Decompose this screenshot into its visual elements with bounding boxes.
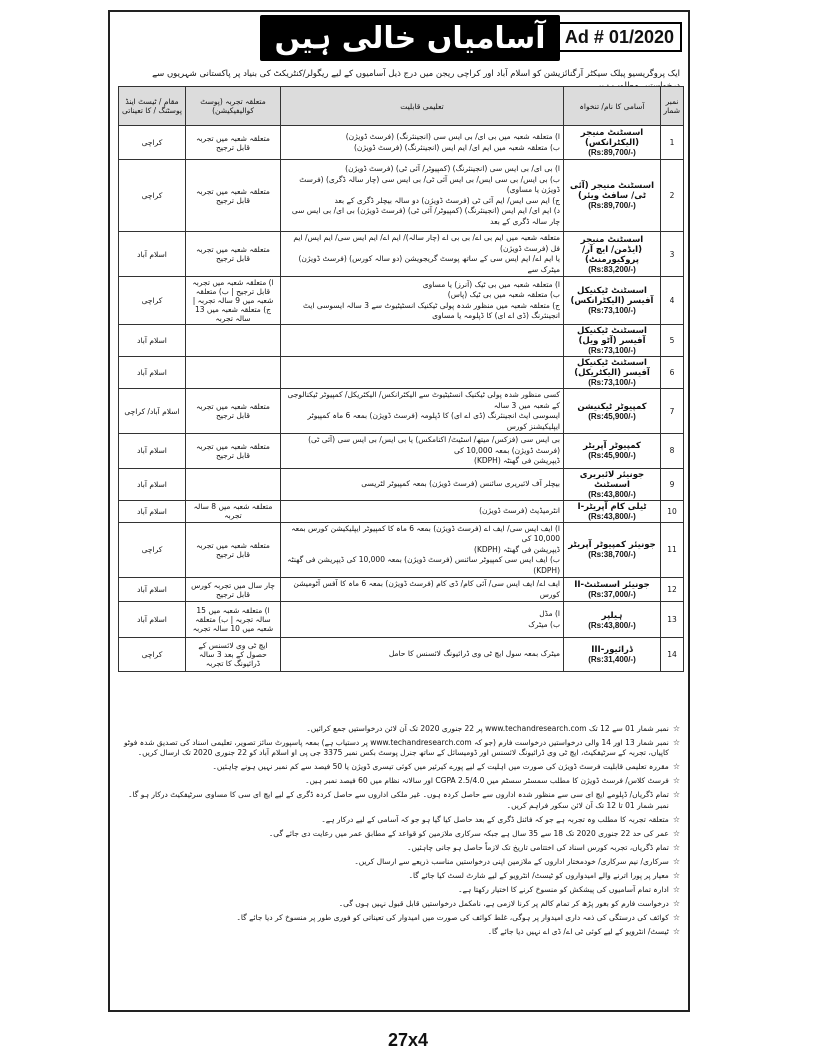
- note-text: سرکاری/ نیم سرکاری/ خودمختار اداروں کے ملازمین اپنی درخواستیں مناسب ذریعے سے ارسال کریں۔: [354, 856, 669, 866]
- place-text: اسلام آباد: [137, 506, 167, 516]
- table-row: [119, 277, 684, 325]
- note-text: معیار پر پورا اترنے والے امیدواروں کو ٹیسٹ/ انٹرویو کے لیے شارٹ لسٹ کیا جائے گا۔: [408, 870, 669, 880]
- star-icon: ☆: [672, 926, 680, 936]
- job-title-cell: [564, 325, 661, 357]
- row-number-text: 5: [669, 336, 675, 345]
- qualification-line: ڈیپریشن فی گھنٹہ (KDPH): [474, 456, 560, 465]
- place-cell: [119, 357, 186, 389]
- job-pay: (Rs:43,800/-): [588, 489, 636, 499]
- qualification-line: ب) بی ایس/ بی سی ایس/ بی ایس آئی ٹی/ بی ایس سی (چار سالہ ڈگری) (فرسٹ ڈویژن یا مساوی): [299, 174, 560, 194]
- table-row: [119, 126, 684, 160]
- note-text: نمبر شمار 13 اور 14 والی درخواستیں درخواست فارم (جو کہ www.techandresearch.com پر دستیاب ہے) بمعہ پاسپورٹ سائز تصویر، تعلیمی اسناد کی تصدیق شدہ فوٹو کاپیاں، تجربہ کے سرٹیفکیٹ، ایچ ٹی وی ڈرائیونگ لائسنس اور ڈومیسائل کے ساتھ جنرل پوسٹ بکس نمبر 3375 جی پی او اسلام آباد کو 22 جنوری 2020 تک ارسال کریں۔: [123, 738, 669, 758]
- job-title: کمپیوٹر آپریٹر: [583, 441, 641, 452]
- place-text: کراچی: [141, 138, 163, 147]
- col-qualification: تعلیمی قابلیت: [281, 87, 564, 126]
- note-item: [118, 762, 680, 772]
- qualification-line: د) ایم ای/ ایم ایس (انجینئرنگ) (کمپیوٹر/ آئی ٹی) (فرسٹ ڈویژن) بی ای/ بی ایس سی چار سالہ ڈگری کے بعد: [291, 206, 560, 226]
- job-title: ڈرائیور-III: [591, 645, 633, 655]
- table-row: [119, 434, 684, 469]
- star-icon: ☆: [672, 762, 680, 772]
- note-item: [118, 776, 680, 786]
- job-pay: (Rs:73,100/-): [588, 346, 636, 355]
- table-row: [119, 389, 684, 434]
- row-number-text: 14: [667, 650, 677, 659]
- qualification-line: ب) متعلقہ شعبہ میں بی ٹیک (پاس): [447, 290, 560, 299]
- job-pay: (Rs:89,700/-): [588, 201, 636, 210]
- table-body: [119, 126, 684, 672]
- star-icon: ☆: [672, 856, 680, 866]
- qualification-line: ا) متعلقہ شعبہ میں بی ای/ بی ایس سی (انجینئرنگ) (فرسٹ ڈویژن): [345, 132, 560, 141]
- qualification-line: ا) بی ای/ بی ایس سی (انجینئرنگ) (کمپیوٹر/ آئی ٹی) (فرسٹ ڈویژن): [345, 164, 560, 173]
- qualification-cell: [281, 277, 564, 325]
- note-text: ٹیسٹ/ انٹرویو کے لیے کوئی ٹی اے/ ڈی اے نہیں دیا جائے گا۔: [487, 926, 669, 936]
- job-pay: (Rs:43,800/-): [588, 511, 636, 521]
- table-row: [119, 160, 684, 232]
- row-number-text: 13: [667, 615, 677, 624]
- qualification-line: ایف اے/ ایف ایس سی/ آئی کام/ ڈی کام (فرسٹ ڈویژن) بمعہ 6 ماہ کا آفس آٹومیشن کورس: [293, 579, 560, 599]
- star-icon: ☆: [672, 898, 680, 908]
- notes-list: [118, 724, 680, 941]
- star-icon: ☆: [672, 870, 680, 880]
- place-cell: [119, 434, 186, 469]
- job-pay: (Rs:45,900/-): [588, 451, 636, 461]
- qualification-cell: [281, 578, 564, 602]
- experience-cell: [186, 602, 281, 638]
- job-title: اسسٹنٹ ٹیکنیکل آفیسر (الیکٹرانکس): [570, 286, 654, 306]
- experience-cell: [186, 434, 281, 469]
- qualification-line: میٹرک بمعہ سول ایچ ٹی وی ڈرائیونگ لائسنس کا حامل: [388, 649, 560, 659]
- job-title-cell: [564, 468, 661, 500]
- row-number: [661, 434, 684, 469]
- row-number-text: 6: [669, 368, 675, 377]
- qualification-cell: [281, 522, 564, 578]
- job-title-cell: [564, 602, 661, 638]
- star-icon: ☆: [672, 738, 680, 747]
- qualification-cell: [281, 638, 564, 672]
- place-text: کراچی: [141, 296, 163, 305]
- row-number: [661, 389, 684, 434]
- qualification-line: ا) ایف ایس سی/ ایف اے (فرسٹ ڈویژن) بمعہ 6 ماہ کا کمپیوٹر ایپلیکیشن کورس بمعہ 10,000 کی: [291, 523, 560, 543]
- place-cell: [119, 232, 186, 277]
- col-place: مقام / ٹیسٹ اینڈ پوسٹنگ / کا تعیناتی: [119, 87, 186, 126]
- job-title-cell: [564, 389, 661, 434]
- qualification-line: ب) میٹرک: [528, 619, 560, 629]
- vacancies-table: [118, 86, 684, 672]
- place-cell: [119, 160, 186, 232]
- place-cell: [119, 638, 186, 672]
- qualification-line: ڈیپریشن فی گھنٹہ (KDPH): [474, 544, 560, 554]
- job-title: اسسٹنٹ منیجر (الیکٹرانکس): [580, 128, 644, 148]
- experience-text: متعلقہ شعبہ میں تجربہ قابل ترجیح: [196, 402, 270, 420]
- row-number: [661, 500, 684, 522]
- place-text: اسلام آباد: [137, 368, 167, 377]
- row-number-text: 4: [669, 296, 675, 305]
- experience-cell: [186, 325, 281, 357]
- row-number-text: 1: [669, 138, 675, 147]
- table-row: [119, 522, 684, 578]
- footer-code: 27x4: [387, 1030, 429, 1050]
- experience-cell: [186, 126, 281, 160]
- experience-cell: [186, 522, 281, 578]
- job-pay: (Rs:43,800/-): [588, 620, 636, 630]
- qualification-cell: [281, 160, 564, 232]
- experience-cell: [186, 500, 281, 522]
- job-title-cell: [564, 434, 661, 469]
- job-title: جونیئر اسسٹنٹ-II: [574, 580, 650, 590]
- row-number: [661, 468, 684, 500]
- note-item: [118, 871, 680, 881]
- qualification-line: متعلقہ شعبہ میں ایم بی اے/ بی بی اے (چار سالہ)/ ایم اے/ ایم ایس سی/ ایم ایس/ ایم فل (فرسٹ ڈویژن): [293, 233, 560, 253]
- experience-text: ا) متعلقہ شعبہ میں تجربہ قابل ترجیح | ب) متعلقہ شعبہ میں 9 سالہ تجربہ | ج) متعلقہ شعبہ میں 13 سالہ تجربہ: [192, 278, 274, 323]
- place-text: کراچی: [141, 650, 163, 659]
- qualification-line: بی ایس سی (فزکس/ میتھ/ اسٹیٹ/ اکنامکس) یا بی ایس/ بی ایس سی (آئی ٹی) (فرسٹ ڈویژن) بمعہ 10,000 کی: [308, 435, 560, 455]
- qualification-line: کسی منظور شدہ پولی ٹیکنیک انسٹیٹیوٹ سے الیکٹرانکس/ الیکٹریکل/ کمپیوٹر ٹیکنالوجی کے شعبہ میں 3 سالہ: [287, 390, 560, 410]
- note-text: نمبر شمار 01 سے 12 تک www.techandresearch.com پر 22 جنوری 2020 تک آن لائن درخواستیں جمع کرائیں۔: [306, 724, 669, 733]
- star-icon: ☆: [672, 776, 680, 786]
- place-cell: [119, 522, 186, 578]
- job-title: اسسٹنٹ منیجر (آئی ٹی/ سافٹ ویئر): [570, 181, 654, 201]
- place-cell: [119, 389, 186, 434]
- place-text: کراچی: [141, 545, 163, 555]
- job-title-cell: [564, 522, 661, 578]
- note-item: [118, 857, 680, 867]
- place-cell: [119, 468, 186, 500]
- job-title: کمپیوٹر ٹیکنیشن: [577, 401, 647, 412]
- place-text: اسلام آباد: [137, 585, 167, 594]
- experience-cell: [186, 578, 281, 602]
- row-number: [661, 638, 684, 672]
- experience-cell: [186, 277, 281, 325]
- note-text: مقررہ تعلیمی قابلیت فرسٹ ڈویژن کی صورت میں اہلیت کے لیے پورے کیرئیر میں کوئی تیسری ڈویژن یا 50 فیصد سے کم نمبر نہیں ہونے چاہئیں۔: [212, 762, 669, 772]
- star-icon: ☆: [672, 912, 680, 922]
- row-number: [661, 126, 684, 160]
- job-title-cell: [564, 126, 661, 160]
- note-item: [118, 927, 680, 937]
- experience-cell: [186, 389, 281, 434]
- job-pay: (Rs:31,400/-): [588, 655, 636, 664]
- experience-text: متعلقہ شعبہ میں تجربہ قابل ترجیح: [196, 540, 270, 559]
- experience-text: متعلقہ شعبہ میں تجربہ قابل ترجیح: [196, 245, 270, 263]
- note-text: تمام ڈگریاں، تجربہ کورس اسناد کی اختتامی تاریخ تک لازماً حاصل ہو جانی چاہئیں۔: [407, 842, 669, 852]
- place-text: اسلام آباد: [137, 479, 167, 489]
- job-title-cell: [564, 500, 661, 522]
- experience-text: ا) متعلقہ شعبہ میں 15 سالہ تجربہ | ب) متعلقہ شعبہ میں 10 سالہ تجربہ: [192, 606, 274, 633]
- table-row: [119, 602, 684, 638]
- table-header-row: [119, 87, 684, 126]
- col-no: نمبر شمار: [661, 87, 684, 126]
- row-number-text: 3: [669, 249, 675, 259]
- place-text: اسلام آباد: [137, 446, 167, 456]
- star-icon: ☆: [672, 828, 680, 838]
- row-number: [661, 232, 684, 277]
- place-cell: [119, 578, 186, 602]
- job-title: ٹیلی کام آپریٹر-I: [577, 501, 647, 512]
- col-title: آسامی کا نام/ تنخواہ: [564, 87, 661, 126]
- qualification-cell: [281, 357, 564, 389]
- advertisement-box: [108, 10, 690, 1012]
- note-item: [118, 843, 680, 853]
- job-title: اسسٹنٹ ٹیکنیکل آفیسر (آٹو ویل): [577, 326, 647, 346]
- col-experience: متعلقہ تجربہ (پوسٹ کوالیفیکیشن): [186, 87, 281, 126]
- row-number: [661, 325, 684, 357]
- note-item: [118, 885, 680, 895]
- star-icon: ☆: [672, 790, 680, 800]
- place-cell: [119, 325, 186, 357]
- row-number-text: 2: [669, 191, 675, 200]
- place-text: اسلام آباد: [137, 615, 167, 624]
- job-pay: (Rs:37,000/-): [588, 590, 636, 599]
- qualification-line: ا) مڈل: [539, 609, 560, 618]
- qualification-cell: [281, 500, 564, 522]
- table-row: [119, 232, 684, 277]
- qualification-cell: [281, 434, 564, 469]
- qualification-line: ب) متعلقہ شعبہ میں ایم ای/ ایم ایس (انجینئرنگ) (فرسٹ ڈویژن): [354, 142, 560, 152]
- qualification-cell: [281, 602, 564, 638]
- ad-header: [110, 12, 688, 66]
- qualification-line: انٹرمیڈیٹ (فرسٹ ڈویژن): [479, 505, 560, 515]
- experience-text: متعلقہ شعبہ میں تجربہ قابل ترجیح: [196, 133, 270, 152]
- note-item: [118, 815, 680, 825]
- table-row: [119, 638, 684, 672]
- note-item: [118, 738, 680, 759]
- note-item: [118, 790, 680, 811]
- table-row: [119, 325, 684, 357]
- page-title: آسامیاں خالی ہیں: [260, 15, 560, 61]
- row-number-text: 8: [669, 446, 675, 456]
- row-number: [661, 578, 684, 602]
- experience-text: متعلقہ شعبہ میں 8 سالہ تجربہ: [193, 502, 273, 520]
- experience-cell: [186, 468, 281, 500]
- note-item: [118, 829, 680, 839]
- job-title-cell: [564, 357, 661, 389]
- experience-cell: [186, 357, 281, 389]
- place-text: کراچی: [141, 191, 163, 200]
- qualification-line: ا) متعلقہ شعبہ میں بی ٹیک (آنرز) یا مساوی: [422, 279, 560, 289]
- experience-text: متعلقہ شعبہ میں تجربہ قابل ترجیح: [196, 186, 270, 205]
- row-number-text: 9: [669, 479, 675, 489]
- row-number: [661, 357, 684, 389]
- note-item: [118, 899, 680, 909]
- experience-cell: [186, 232, 281, 277]
- experience-text: ایچ ٹی وی لائسنس کے حصول کے بعد 3 سالہ ڈرائیونگ کا تجربہ: [198, 641, 268, 668]
- table-row: [119, 500, 684, 522]
- ad-number: Ad # 01/2020: [557, 22, 682, 52]
- job-title: اسسٹنٹ منیجر (ایڈمن/ ایچ آر/ پروکیورمنٹ): [580, 234, 644, 265]
- qualification-cell: [281, 325, 564, 357]
- job-title-cell: [564, 232, 661, 277]
- note-text: ادارہ تمام آسامیوں کی پیشکش کو منسوخ کرنے کا اختیار رکھتا ہے۔: [458, 884, 669, 894]
- place-text: اسلام آباد/ کراچی: [124, 406, 180, 416]
- note-text: متعلقہ تجربہ کا مطلب وہ تجربہ ہے جو کہ فائنل ڈگری کے بعد حاصل کیا گیا ہو جو کہ آسامی کے لیے درکار ہے۔: [321, 814, 669, 824]
- place-text: اسلام آباد: [137, 249, 167, 259]
- place-cell: [119, 126, 186, 160]
- qualification-cell: [281, 126, 564, 160]
- star-icon: ☆: [672, 814, 680, 824]
- qualification-line: ج) متعلقہ شعبہ میں منظور شدہ پولی ٹیکنیک انسٹیٹیوٹ سے 3 سالہ ایسوسی ایٹ انجینئرنگ (ڈی اے ای) کا ڈپلومہ یا مساوی: [302, 300, 560, 320]
- experience-cell: [186, 160, 281, 232]
- table-row: [119, 578, 684, 602]
- job-title-cell: [564, 277, 661, 325]
- job-title: اسسٹنٹ ٹیکنیکل آفیسر (الیکٹریکل): [574, 358, 650, 378]
- row-number-text: 7: [669, 406, 675, 416]
- star-icon: ☆: [672, 724, 680, 733]
- job-title: جونیئر کمپیوٹر آپریٹر: [568, 540, 656, 551]
- job-title: جونیئر لائبریری اسسٹنٹ: [579, 469, 645, 490]
- note-item: [118, 913, 680, 923]
- job-pay: (Rs:73,100/-): [588, 306, 636, 315]
- job-title: ہیلپر: [601, 610, 623, 621]
- table-row: [119, 468, 684, 500]
- row-number-text: 10: [667, 506, 677, 516]
- table-row: [119, 357, 684, 389]
- place-cell: [119, 277, 186, 325]
- note-text: کوائف کی درستگی کی ذمہ داری امیدوار پر ہوگی، غلط کوائف کی صورت میں امیدوار کی تعیناتی کو فوری طور پر منسوخ کر دیا جائے گا۔: [236, 912, 669, 922]
- note-text: عمر کی حد 22 جنوری 2020 تک 18 سے 35 سال ہے جبکہ سرکاری ملازمین کو قواعد کے مطابق عمر میں رعایت دی جائے گی۔: [268, 828, 669, 838]
- row-number: [661, 277, 684, 325]
- star-icon: ☆: [672, 842, 680, 852]
- qualification-line: ب) ایف ایس سی کمپیوٹر سائنس (فرسٹ ڈویژن) بمعہ 10,000 کی ڈیپریشن فی گھنٹہ (KDPH): [287, 555, 560, 575]
- note-text: فرسٹ کلاس/ فرسٹ ڈویژن کا مطلب سمسٹر سسٹم میں CGPA 2.5/4.0 اور سالانہ نظام میں 60 فیصد نمبر ہیں۔: [305, 776, 669, 786]
- row-number-text: 12: [667, 585, 677, 594]
- job-pay: (Rs:38,700/-): [588, 550, 636, 560]
- job-pay: (Rs:89,700/-): [588, 148, 636, 157]
- note-text: تمام ڈگریاں/ ڈپلومے ایچ ای سی سے منظور شدہ اداروں سے حاصل کردہ ہوں۔ غیر ملکی اداروں سے حاصل کردہ ڈگری کے لیے ایچ ای سی کا مساوی سرٹیفکیٹ درکار ہو گا۔ نمبر شمار 01 تا 12 تک آن لائن سکور فراہم کریں۔: [128, 790, 669, 810]
- note-item: [118, 724, 680, 734]
- experience-cell: [186, 638, 281, 672]
- qualification-line: بیچلر آف لائبریری سائنس (فرسٹ ڈویژن) بمعہ کمپیوٹر لٹریسی: [361, 478, 560, 488]
- experience-text: چار سال میں تجربہ کورس قابل ترجیح: [191, 580, 275, 599]
- row-number-text: 11: [667, 545, 677, 555]
- qualification-line: ج) ایم سی ایس/ ایم آئی ٹی (فرسٹ ڈویژن) دو سالہ بیچلر ڈگری کے بعد: [334, 195, 560, 205]
- experience-text: متعلقہ شعبہ میں تجربہ قابل ترجیح: [196, 441, 270, 460]
- job-pay: (Rs:83,200/-): [588, 264, 636, 274]
- row-number: [661, 522, 684, 578]
- place-cell: [119, 602, 186, 638]
- job-title-cell: [564, 160, 661, 232]
- place-cell: [119, 500, 186, 522]
- star-icon: ☆: [672, 884, 680, 894]
- qualification-line: ایسوسی ایٹ انجینئرنگ (ڈی اے ای) کا ڈپلومہ (فرسٹ ڈویژن) بمعہ 6 ماہ کمپیوٹر ایپلیکیشنز کورس: [307, 411, 560, 431]
- qualification-cell: [281, 232, 564, 277]
- intro-text: ایک پروگریسیو پبلک سیکٹر آرگنائزیشن کو اسلام آباد اور کراچی ریجن میں درج ذیل آسامیوں کے لیے ریگولر/کنٹریکٹ کی بنیاد پر پاکستانی شہریوں سے: [152, 69, 680, 79]
- row-number: [661, 160, 684, 232]
- job-title-cell: [564, 578, 661, 602]
- qualification-line: یا ایم اے/ ایم ایس سی کے ساتھ پوسٹ گریجویشن (دو سالہ کورس) (فرسٹ ڈویژن) میٹرک سے: [298, 254, 560, 274]
- qualification-cell: [281, 389, 564, 434]
- qualification-cell: [281, 468, 564, 500]
- job-pay: (Rs:73,100/-): [588, 378, 636, 387]
- row-number: [661, 602, 684, 638]
- job-pay: (Rs:45,900/-): [588, 411, 636, 421]
- note-text: درخواست فارم کو بغور پڑھ کر تمام کالم پر کرنا لازمی ہے، نامکمل درخواستیں قابل قبول نہیں ہوں گی۔: [338, 898, 669, 908]
- job-title-cell: [564, 638, 661, 672]
- place-text: اسلام آباد: [137, 336, 167, 345]
